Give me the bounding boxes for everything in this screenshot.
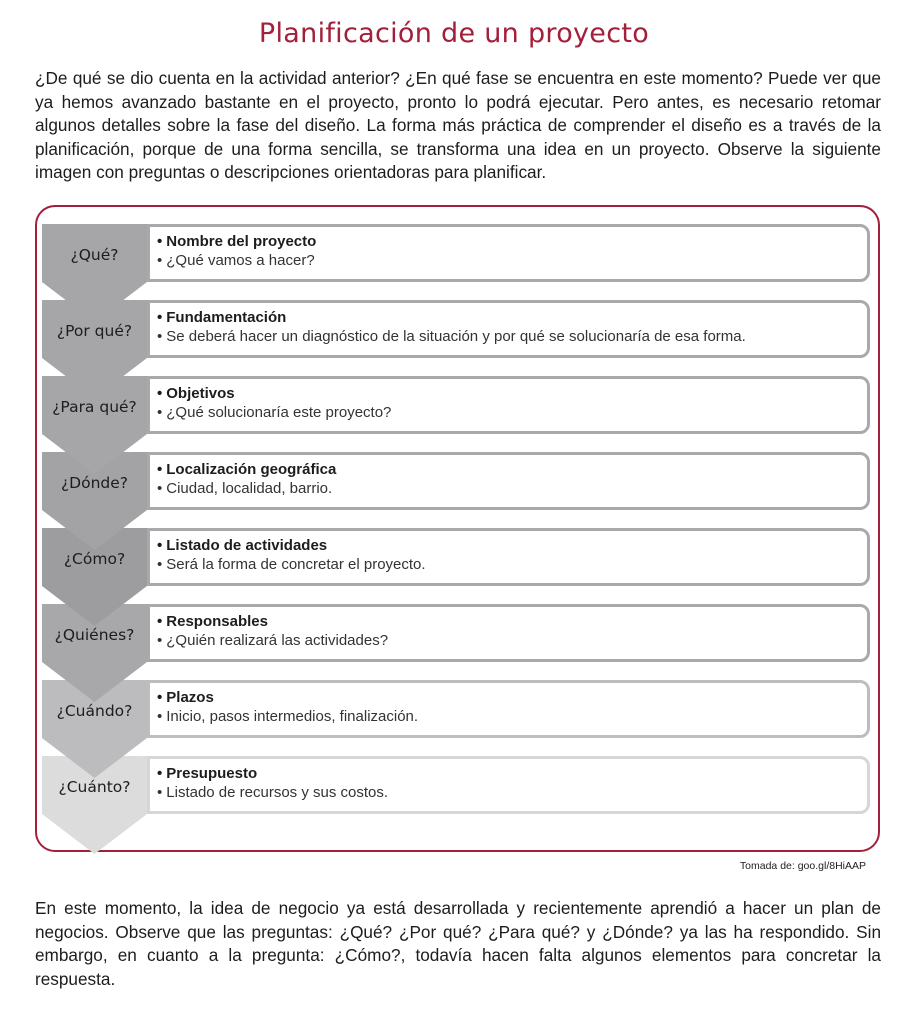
image-credit: Tomada de: goo.gl/8HiAAP [739, 860, 866, 872]
step-heading [157, 612, 867, 631]
step-description [157, 631, 867, 650]
bullet-icon: • [157, 328, 163, 345]
bullet-icon: • [157, 537, 163, 554]
diagram-step [42, 452, 877, 514]
diagram-step [42, 680, 877, 742]
bullet-icon: • [157, 708, 163, 725]
step-description-text: Ciudad, localidad, barrio. [166, 480, 333, 497]
step-description-box [147, 756, 870, 814]
bullet-icon: • [157, 613, 163, 630]
step-question: ¿Quiénes? [54, 626, 135, 644]
step-description-text: ¿Qué solucionaría este proyecto? [166, 404, 392, 421]
step-description-text: Listado de recursos y sus costos. [166, 784, 389, 801]
intro-paragraph: ¿De qué se dio cuenta en la actividad anterior? ¿En qué fase se encuentra en este momento? Puede ver que ya hemos avanzado bastante en el proyecto, pronto lo podrá ejecutar. Pero antes, es necesario retomar algunos detalles sobre la fase del diseño. La forma más práctica de comprender el diseño es a través de la planificación, porque de una forma sencilla, se transforma una idea en un proyecto. Observe la siguiente imagen con preguntas o descripciones orientadoras para planificar. [35, 68, 881, 182]
step-question: ¿Dónde? [60, 474, 129, 492]
step-heading-text: Fundamentación [166, 309, 287, 326]
step-heading [157, 764, 867, 783]
step-description-box [147, 300, 870, 358]
step-question: ¿Para qué? [52, 398, 137, 416]
bullet-icon: • [157, 233, 163, 250]
bullet-icon: • [157, 480, 163, 497]
page-title: Planificación de un proyecto [258, 18, 650, 49]
step-heading-text: Responsables [166, 613, 268, 630]
diagram-step [42, 604, 877, 666]
step-heading [157, 308, 867, 327]
step-description-box [147, 452, 870, 510]
step-question: ¿Cuándo? [56, 702, 133, 720]
bullet-icon: • [157, 461, 163, 478]
step-description-box [147, 224, 870, 282]
step-description-text: Se deberá hacer un diagnóstico de la situación y por qué se solucionaría de esa forma. [166, 328, 746, 345]
step-description-box [147, 604, 870, 662]
step-heading-text: Listado de actividades [166, 537, 328, 554]
step-heading [157, 536, 867, 555]
step-description-text: Será la forma de concretar el proyecto. [166, 556, 426, 573]
step-description-box [147, 528, 870, 586]
step-heading [157, 232, 867, 251]
diagram-step [42, 376, 877, 438]
step-question: ¿Cómo? [63, 550, 126, 568]
bullet-icon: • [157, 784, 163, 801]
diagram-step [42, 756, 877, 818]
step-heading [157, 688, 867, 707]
step-heading-text: Presupuesto [166, 765, 258, 782]
step-description [157, 251, 867, 270]
step-description [157, 479, 867, 498]
step-heading [157, 460, 867, 479]
step-description-text: Inicio, pasos intermedios, finalización. [166, 708, 419, 725]
step-description [157, 403, 867, 422]
step-description-box [147, 376, 870, 434]
bullet-icon: • [157, 632, 163, 649]
bullet-icon: • [157, 309, 163, 326]
step-description [157, 783, 867, 802]
step-description [157, 555, 867, 574]
closing-paragraph: En este momento, la idea de negocio ya está desarrollada y recientemente aprendió a hacer un plan de negocios. Observe que las preguntas: ¿Qué? ¿Por qué? ¿Para qué? y ¿Dónde? ya las ha respondido. Sin embargo, en cuanto a la pregunta: ¿Cómo?, todavía hacen falta algunos elementos para concretar la respuesta. [35, 898, 881, 989]
bullet-icon: • [157, 385, 163, 402]
bullet-icon: • [157, 765, 163, 782]
diagram-step [42, 300, 877, 362]
step-heading-text: Nombre del proyecto [166, 233, 317, 250]
bullet-icon: • [157, 404, 163, 421]
bullet-icon: • [157, 556, 163, 573]
step-description-text: ¿Quién realizará las actividades? [166, 632, 389, 649]
step-description-box [147, 680, 870, 738]
diagram-step [42, 224, 877, 286]
diagram-step [42, 528, 877, 590]
step-heading-text: Localización geográfica [166, 461, 337, 478]
step-question: ¿Cuánto? [58, 778, 131, 796]
step-heading-text: Plazos [166, 689, 214, 706]
step-question: ¿Por qué? [56, 322, 133, 340]
step-description [157, 327, 867, 346]
step-question: ¿Qué? [70, 246, 119, 264]
bullet-icon: • [157, 252, 163, 269]
step-heading [157, 384, 867, 403]
step-heading-text: Objetivos [166, 385, 235, 402]
step-description [157, 707, 867, 726]
step-description-text: ¿Qué vamos a hacer? [166, 252, 315, 269]
bullet-icon: • [157, 689, 163, 706]
